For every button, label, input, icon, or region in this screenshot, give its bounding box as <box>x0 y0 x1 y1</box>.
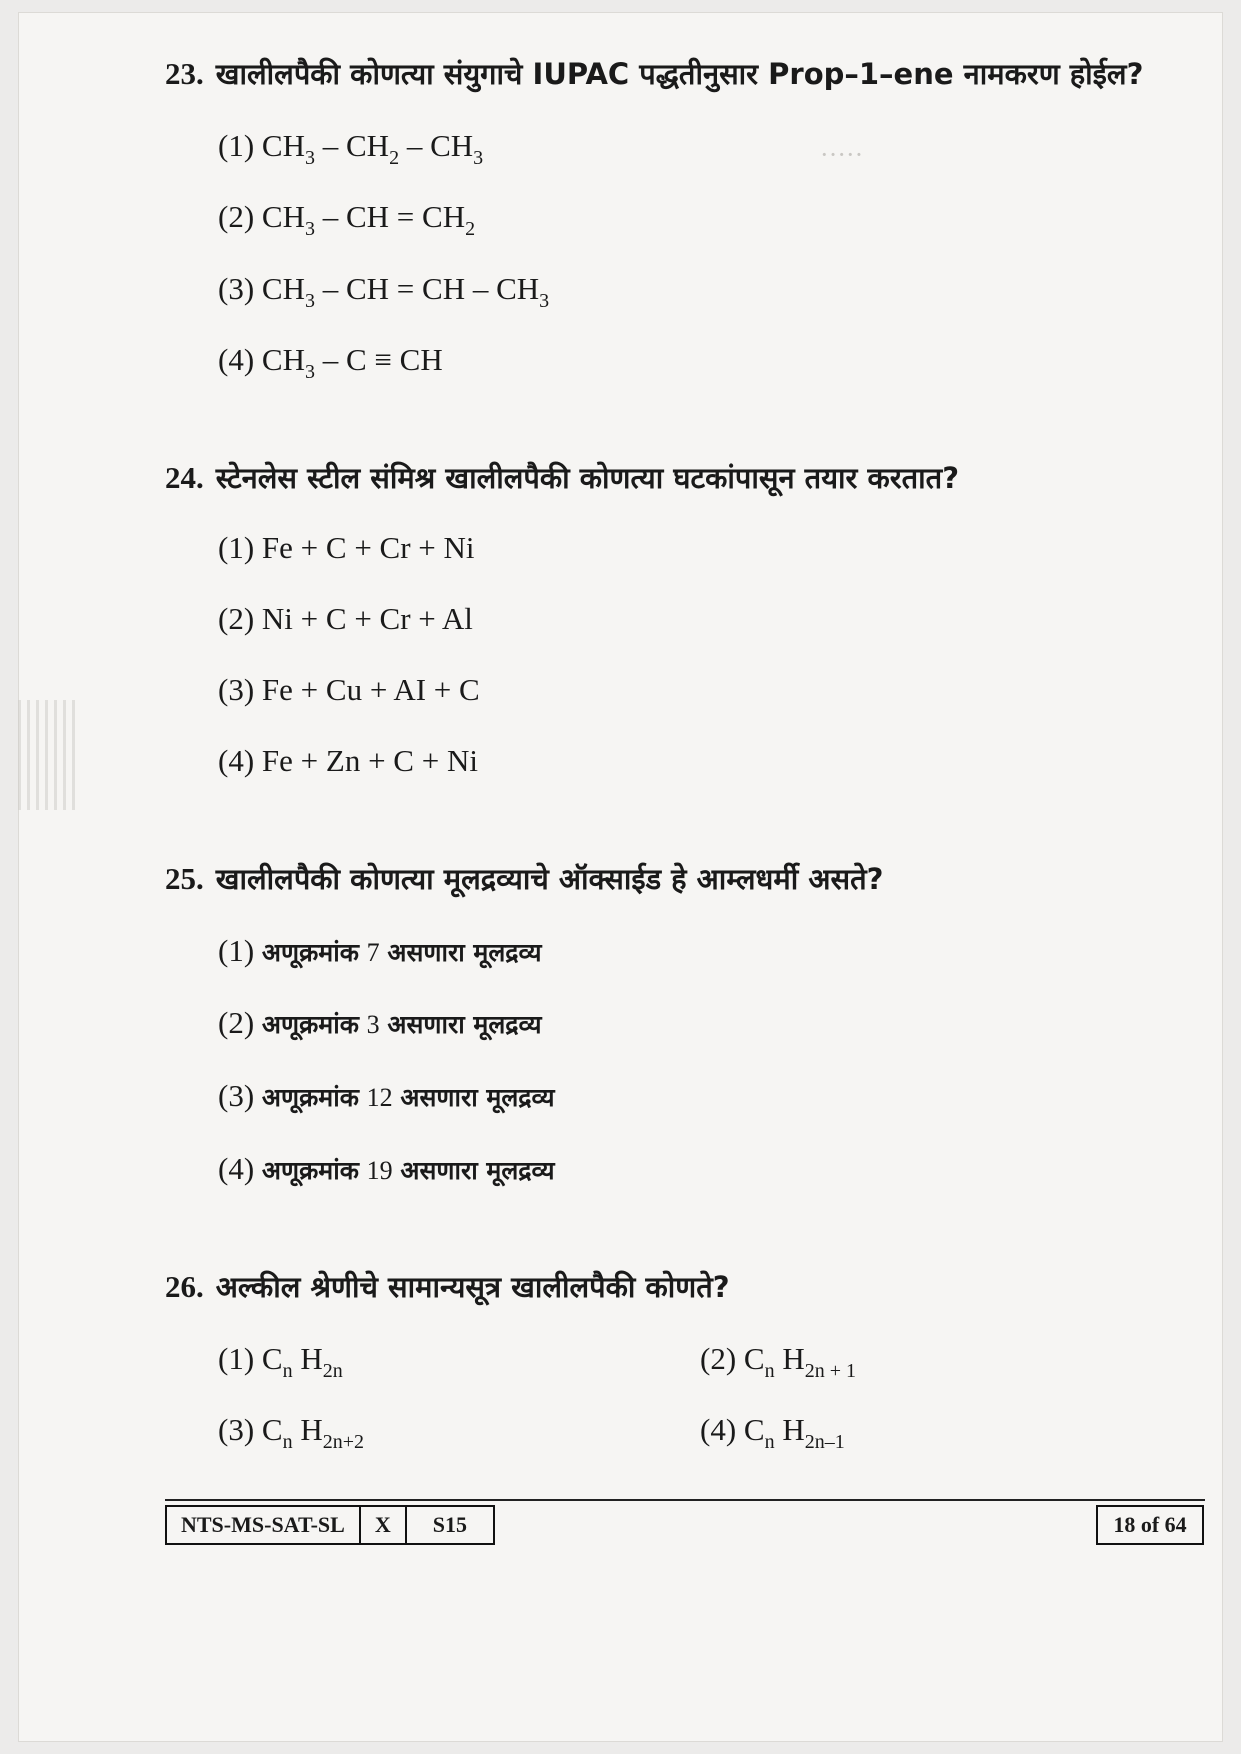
set-code: S15 <box>432 1512 467 1537</box>
paper-code-box <box>165 1505 495 1545</box>
binding-marks <box>18 700 78 810</box>
q24-option-3[interactable]: (3) Fe + Cu + AI + C <box>218 672 480 707</box>
q25-option-2[interactable]: (2) अणूक्रमांक 3 असणारा मूलद्रव्य <box>218 1005 542 1040</box>
paper-code: NTS-MS-SAT-SL <box>167 1507 361 1543</box>
page-number: 18 of 64 <box>1096 1505 1204 1545</box>
q24-option-2[interactable]: (2) Ni + C + Cr + Al <box>218 601 473 636</box>
show-through-text: ····· <box>820 140 864 169</box>
q23-option-3[interactable]: (3) $CH_3$ – CH = CH – $CH_3$ <box>218 271 550 312</box>
q24-option-4[interactable]: (4) Fe + Zn + C + Ni <box>218 743 478 778</box>
q24-option-1[interactable]: (1) Fe + C + Cr + Ni <box>218 530 475 565</box>
footer-rule <box>165 1499 1205 1501</box>
question-23: 23. खालीलपैकी कोणत्या संयुगाचे IUPAC पद्धतीनुसार Prop–1–ene नामकरण होईल? <box>165 56 1144 91</box>
q25-option-1[interactable]: (1) अणूक्रमांक 7 असणारा मूलद्रव्य <box>218 933 542 968</box>
q25-option-3[interactable]: (3) अणूक्रमांक 12 असणारा मूलद्रव्य <box>218 1078 555 1113</box>
question-26: 26. अल्कील श्रेणीचे सामान्यसूत्र खालीलपैकी कोणते? <box>165 1269 730 1304</box>
question-25: 25. खालीलपैकी कोणत्या मूलद्रव्याचे ऑक्साईड हे आम्लधर्मी असते? <box>165 861 884 896</box>
q25-option-4[interactable]: (4) अणूक्रमांक 19 असणारा मूलद्रव्य <box>218 1151 555 1186</box>
question-24: 24. स्टेनलेस स्टील संमिश्र खालीलपैकी कोणत्या घटकांपासून तयार करतात? <box>165 460 960 495</box>
class-code: X <box>361 1507 407 1543</box>
q26-option-1[interactable]: (1) $C_n$ $H_{2n}$ <box>218 1341 343 1382</box>
q26-option-2[interactable]: (2) $C_n$ $H_{2n + 1}$ <box>700 1341 857 1382</box>
q23-option-1[interactable]: (1) $CH_3 - CH_2 - CH_3$ <box>218 128 484 169</box>
q23-option-4[interactable]: (4) $CH_3$ – C ≡ CH <box>218 342 443 383</box>
q23-option-2[interactable]: (2) $CH_3$ – CH = $CH_2$ <box>218 199 476 240</box>
q26-option-4[interactable]: (4) $C_n$ $H_{2n-1}$ <box>700 1412 845 1453</box>
q26-option-3[interactable]: (3) $C_n$ $H_{2n+2}$ <box>218 1412 365 1453</box>
